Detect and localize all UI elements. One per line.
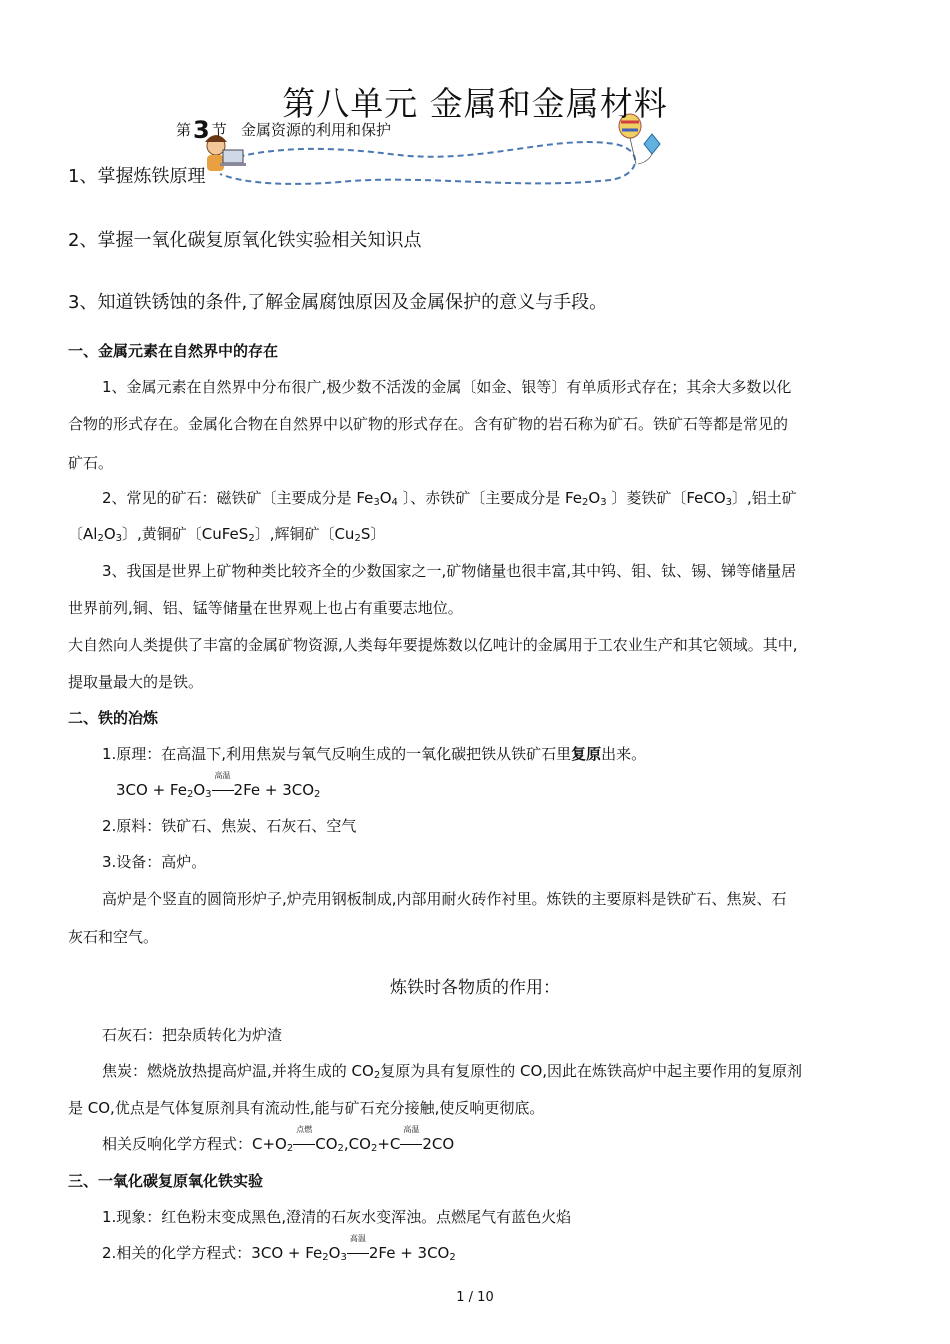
condition-high-temp bbox=[212, 779, 234, 799]
kite-icon bbox=[638, 134, 660, 164]
page-number: 1 / 10 bbox=[456, 1290, 494, 1305]
goal-1: 1、掌握炼铁原理 bbox=[68, 166, 206, 187]
goal-3: 3、知道铁锈蚀的条件,了解金属腐蚀原因及金属保护的意义与手段。 bbox=[68, 292, 608, 313]
s1-paragraph-2-line-2: 〔$Al_2O_3$〕,黄铜矿〔CuFeS$_2$〕,辉铜矿〔$Cu_2S$〕 bbox=[68, 525, 386, 544]
condition-high-temp-2 bbox=[400, 1133, 422, 1153]
s2-equation: $3CO + Fe_2O_3$高温 $2Fe + 3CO_2$ bbox=[116, 779, 320, 799]
section-number: 3 bbox=[193, 116, 210, 144]
section-3-heading: 三、一氧化碳复原氧化铁实验 bbox=[68, 1172, 264, 1190]
s1-paragraph-1-line-1: 1、金属元素在自然界中分布很广,极少数不活泼的金属〔如金、银等〕有单质形式存在；其余大多数以化 bbox=[102, 378, 792, 396]
related-equations: 相关反响化学方程式：$C+O_2$点燃 $CO_2,CO_2+C$高温 2CO bbox=[102, 1133, 454, 1154]
condition-ignite bbox=[293, 1133, 315, 1153]
section-suffix: 节 bbox=[211, 121, 227, 139]
s3-equation: 2.相关的化学方程式：$3CO + Fe_2O_3$高温 $2Fe + 3CO_2$ bbox=[102, 1242, 456, 1263]
s2-furnace-line-2: 灰石和空气。 bbox=[68, 928, 159, 946]
section-title: 金属资源的利用和保护 bbox=[241, 121, 392, 139]
s1-paragraph-2-line-1: 2、常见的矿石：磁铁矿〔主要成分是 $Fe_3O_4$ 〕、赤铁矿〔主要成分是 $Fe_2O_3$ 〕菱铁矿〔FeCO$_3$〕,铝土矿 bbox=[102, 489, 797, 508]
role-limestone: 石灰石：把杂质转化为炉渣 bbox=[102, 1026, 283, 1044]
role-coke-line-1: 焦炭：燃烧放热提高炉温,并将生成的 $CO_2$复原为具有复原性的 CO,因此在炼铁高炉中起主要作用的复原剂 bbox=[102, 1062, 803, 1081]
goal-2: 2、掌握一氧化碳复原氧化铁实验相关知识点 bbox=[68, 230, 422, 251]
section-2-heading: 二、铁的冶炼 bbox=[68, 709, 159, 727]
s1-paragraph-1-line-2: 合物的形式存在。金属化合物在自然界中以矿物的形式存在。含有矿物的岩石称为矿石。铁矿石等都是常见的 bbox=[68, 415, 789, 433]
dashed-ribbon bbox=[210, 142, 635, 184]
unit-title: 第八单元 金属和金属材料 bbox=[282, 84, 668, 123]
s1-paragraph-3-line-1: 3、我国是世界上矿物种类比较齐全的少数国家之一,矿物储量也很丰富,其中钨、钼、钛、锡、锑等储量居 bbox=[102, 562, 797, 580]
s1-paragraph-4-line-1: 大自然向人类提供了丰富的金属矿物资源,人类每年要提炼数以亿吨计的金属用于工农业生产和其它领域。其中, bbox=[68, 636, 798, 654]
condition-high-temp-3 bbox=[347, 1242, 369, 1262]
section-1-heading: 一、金属元素在自然界中的存在 bbox=[68, 342, 279, 360]
section-heading bbox=[176, 116, 391, 144]
s3-phenomenon: 1.现象：红色粉末变成黑色,澄清的石灰水变浑浊。点燃尾气有蓝色火焰 bbox=[102, 1208, 572, 1226]
s2-principle: 1.原理：在高温下,利用焦炭与氧气反响生成的一氧化碳把铁从铁矿石里复原出来。 bbox=[102, 745, 647, 763]
s1-paragraph-3-line-2: 世界前列,铜、铝、锰等储量在世界观上也占有重要志地位。 bbox=[68, 599, 463, 617]
s1-paragraph-4-line-2: 提取量最大的是铁。 bbox=[68, 673, 204, 691]
roles-title: 炼铁时各物质的作用： bbox=[390, 978, 560, 998]
s2-equipment: 3.设备：高炉。 bbox=[102, 853, 207, 871]
s2-furnace-line-1: 高炉是个竖直的圆筒形炉子,炉壳用钢板制成,内部用耐火砖作衬里。炼铁的主要原料是铁矿石、焦炭、石 bbox=[102, 890, 787, 908]
s1-paragraph-1-line-3: 矿石。 bbox=[68, 454, 114, 472]
section-prefix: 第 bbox=[176, 121, 192, 139]
role-coke-line-2: 是 CO,优点是气体复原剂具有流动性,能与矿石充分接触,使反响更彻底。 bbox=[68, 1099, 545, 1117]
s2-materials: 2.原料：铁矿石、焦炭、石灰石、空气 bbox=[102, 817, 357, 835]
